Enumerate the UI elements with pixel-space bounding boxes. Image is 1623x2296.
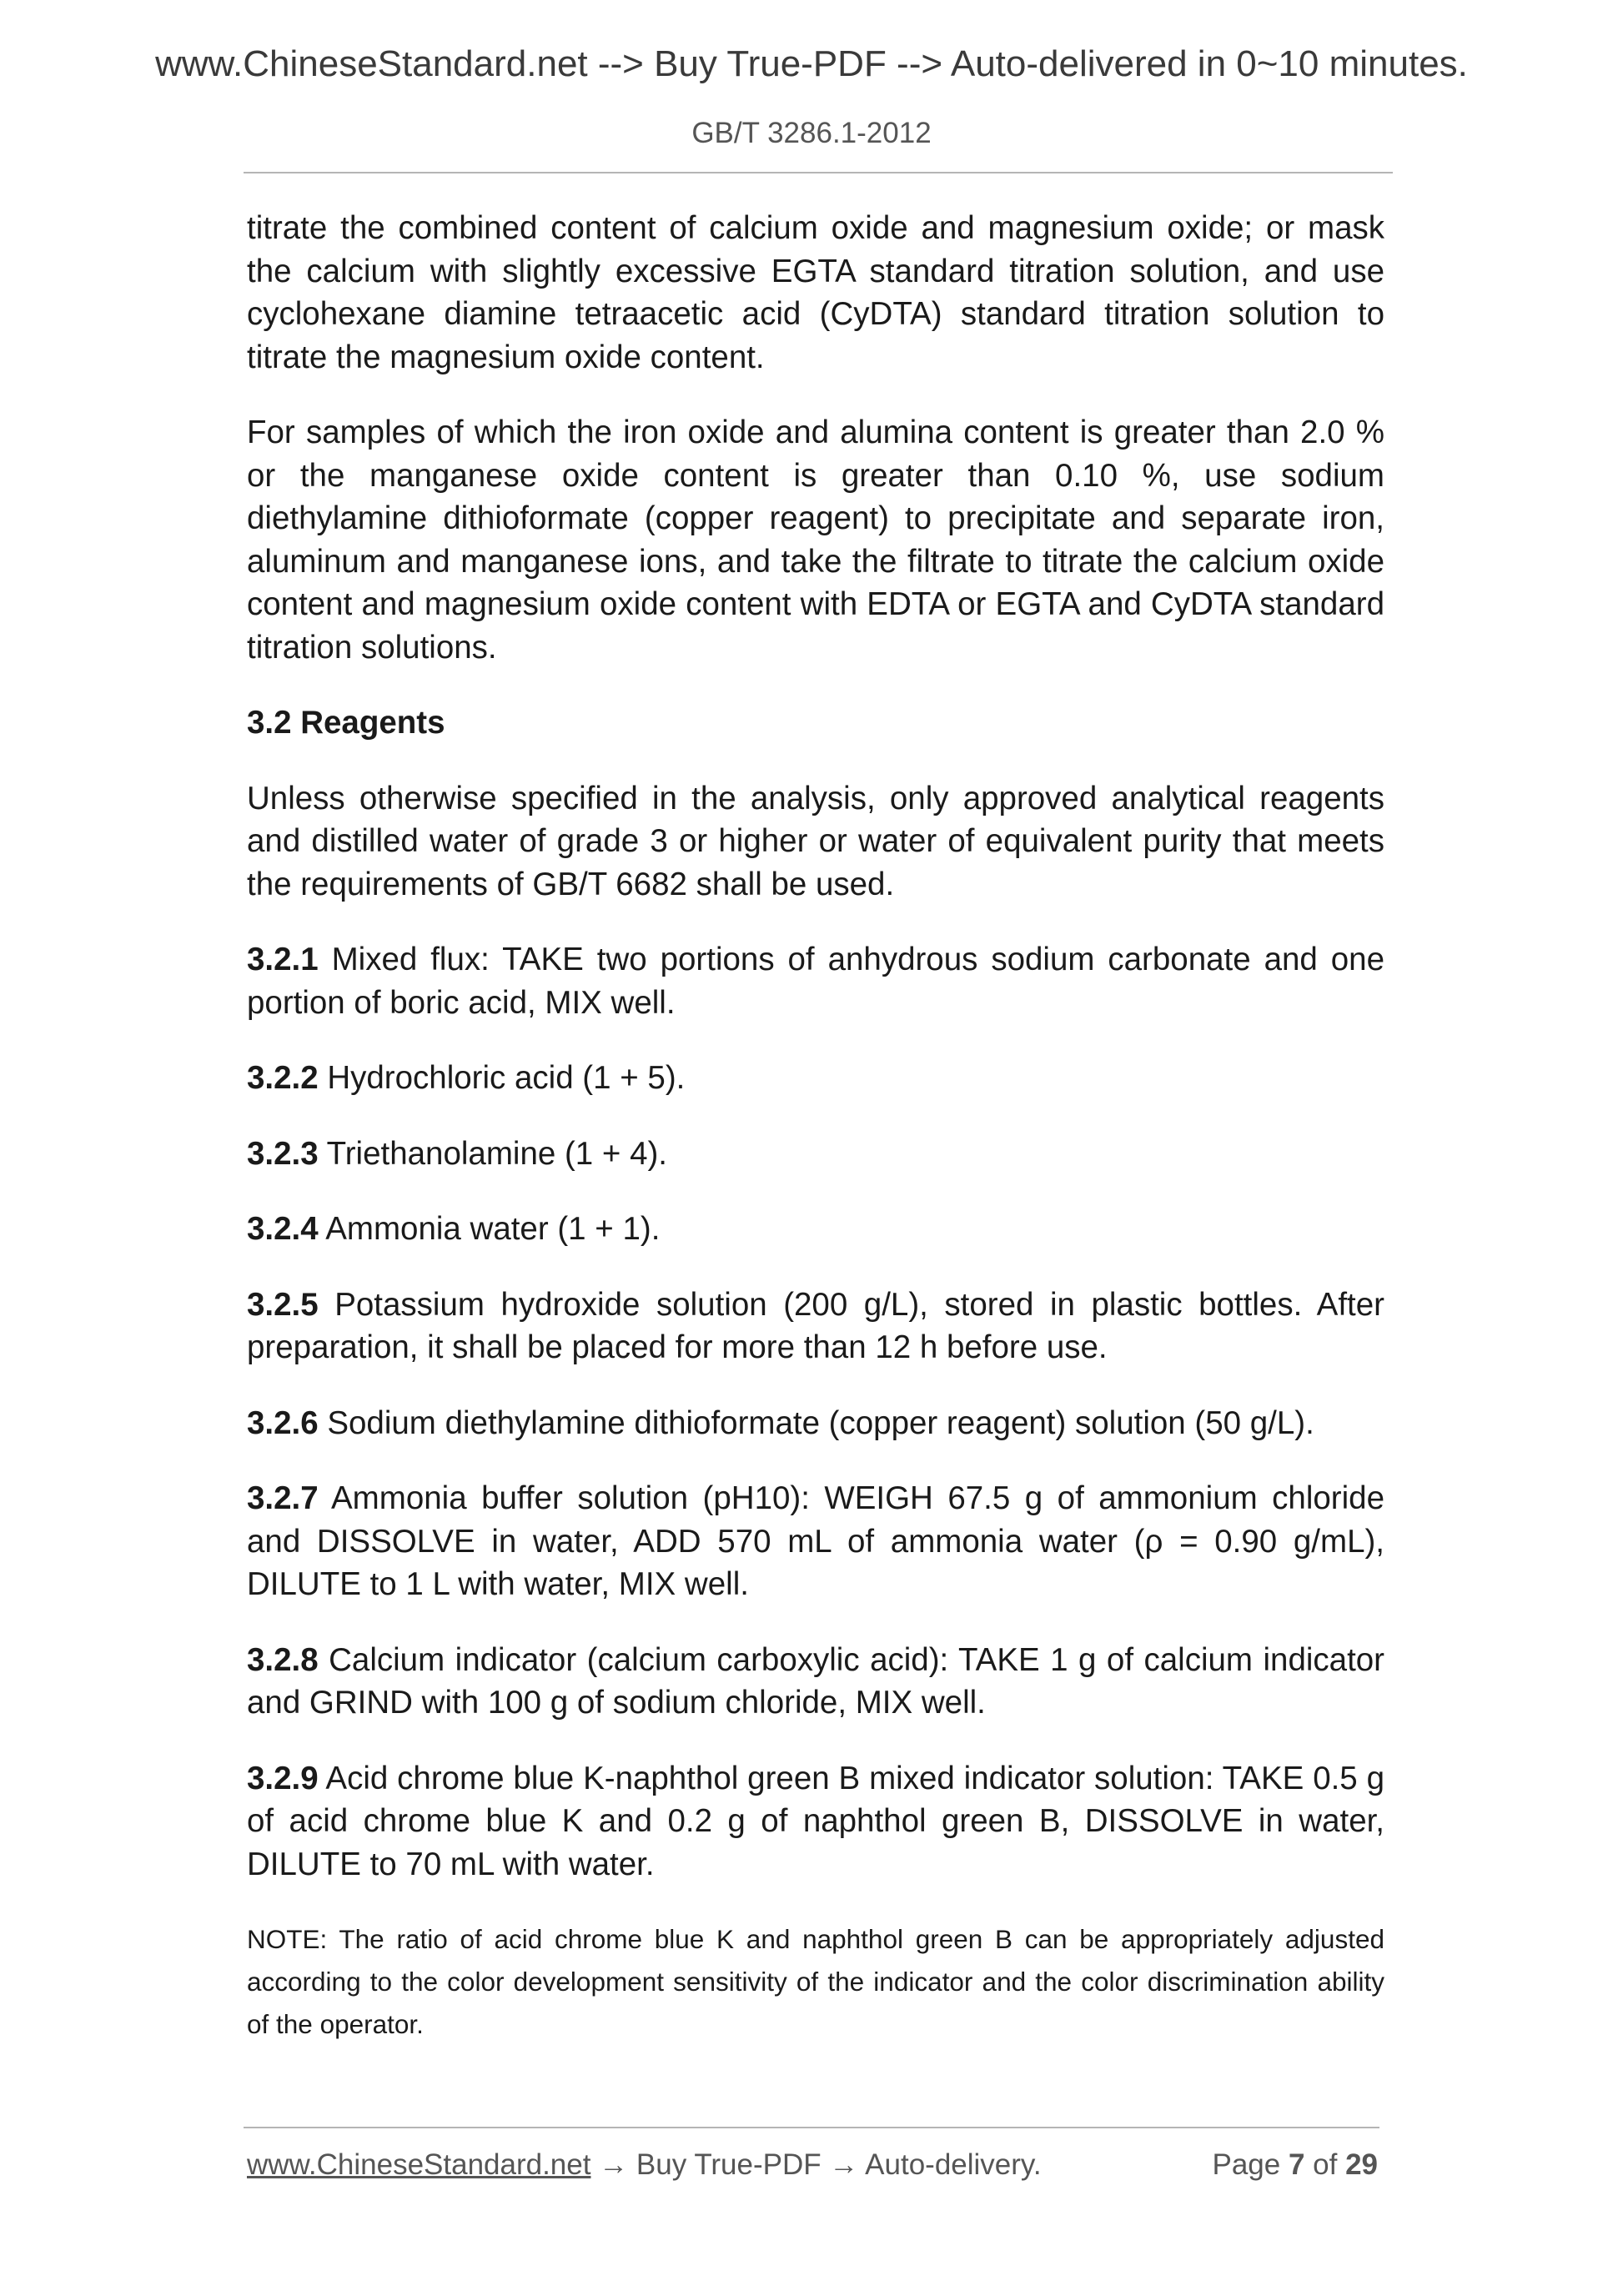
reagent-item-3-2-2 [247, 1057, 1384, 1100]
clause-number: 3.2.4 [247, 1211, 319, 1247]
of-label: of [1304, 2148, 1346, 2181]
clause-number: 3.2.5 [247, 1286, 319, 1323]
clause-text: Triethanolamine (1 + 4). [318, 1135, 668, 1172]
reagent-item-3-2-6 [247, 1402, 1384, 1445]
reagent-item-3-2-1 [247, 938, 1384, 1024]
page-indicator [1212, 2148, 1378, 2182]
reagent-item-3-2-4 [247, 1208, 1384, 1251]
clause-number: 3.2.1 [247, 942, 319, 977]
header-divider [244, 172, 1393, 173]
page-number: 7 [1288, 2148, 1305, 2181]
top-banner: www.ChineseStandard.net --> Buy True-PDF --> Auto-delivered in 0~10 minutes. [155, 43, 1468, 84]
clause-text: Hydrochloric acid (1 + 5). [318, 1060, 686, 1096]
clause-text: Potassium hydroxide solution (200 g/L), stored in plastic bottles. After preparation, it shall be placed for more than 12 h before use. [247, 1286, 1384, 1365]
note-paragraph: NOTE: The ratio of acid chrome blue K and naphthol green B can be appropriately adjusted according to the color development sensitivity of the indicator and the color discrimination ability of the operator. [247, 1924, 1384, 2039]
clause-number: 3.2.2 [247, 1060, 319, 1096]
standard-code: GB/T 3286.1-2012 [691, 117, 932, 149]
footer-site-link[interactable]: www.ChineseStandard.net [247, 2148, 591, 2181]
clause-text: Sodium diethylamine dithioformate (copper reagent) solution (50 g/L). [318, 1404, 1314, 1441]
clause-number: 3.2.8 [247, 1641, 319, 1678]
reagent-item-3-2-3 [247, 1133, 1384, 1176]
reagent-item-3-2-9 [247, 1757, 1384, 1887]
reagent-item-3-2-5 [247, 1284, 1384, 1369]
reagent-item-3-2-7 [247, 1477, 1384, 1606]
clause-text: Mixed flux: TAKE two portions of anhydrous sodium carbonate and one portion of boric acid, MIX well. [247, 942, 1384, 1021]
page-body [247, 207, 1384, 2078]
paragraph-method-continued: titrate the combined content of calcium oxide and magnesium oxide; or mask the calcium with slightly excessive EGTA standard titration solution, and use cyclohexane diamine tetraacetic acid (CyDTA) standard titration solution to titrate the magnesium oxide content. [247, 210, 1384, 375]
paragraph-high-iron-samples: For samples of which the iron oxide and alumina content is greater than 2.0 % or the manganese oxide content is greater than 0.10 %, use sodium diethylamine dithioformate (copper reagent) to precipitate and separate iron, aluminum and manganese ions, and take the filtrate to titrate the calcium oxide content and magnesium oxide content with EDTA or EGTA and CyDTA standard titration solutions. [247, 414, 1384, 666]
page-label: Page [1212, 2148, 1289, 2181]
section-heading-reagents: 3.2 Reagents [247, 705, 445, 741]
footer-tagline: → Buy True-PDF → Auto-delivery. [590, 2148, 1042, 2181]
clause-text: Acid chrome blue K-naphthol green B mixed indicator solution: TAKE 0.5 g of acid chrome blue K and 0.2 g of naphthol green B, DISSOLVE in water, DILUTE to 70 mL with water. [247, 1760, 1384, 1882]
page-total: 29 [1345, 2148, 1378, 2181]
clause-number: 3.2.9 [247, 1760, 319, 1796]
clause-text: Ammonia water (1 + 1). [318, 1211, 661, 1247]
clause-number: 3.2.3 [247, 1135, 319, 1172]
clause-text: Calcium indicator (calcium carboxylic acid): TAKE 1 g of calcium indicator and GRIND with 100 g of sodium chloride, MIX well. [247, 1641, 1384, 1721]
clause-number: 3.2.6 [247, 1404, 319, 1441]
footer-left [247, 2148, 1042, 2182]
clause-text: Ammonia buffer solution (pH10): WEIGH 67.5 g of ammonium chloride and DISSOLVE in water, ADD 570 mL of ammonia water (ρ = 0.90 g/mL), DILUTE to 1 L with water, MIX well. [247, 1480, 1384, 1602]
paragraph-reagents-intro: Unless otherwise specified in the analysis, only approved analytical reagents and distilled water of grade 3 or higher or water of equivalent purity that meets the requirements of GB/T 6682 shall be used. [247, 780, 1384, 902]
reagent-item-3-2-8 [247, 1639, 1384, 1725]
footer-divider [244, 2127, 1379, 2128]
clause-number: 3.2.7 [247, 1480, 319, 1516]
